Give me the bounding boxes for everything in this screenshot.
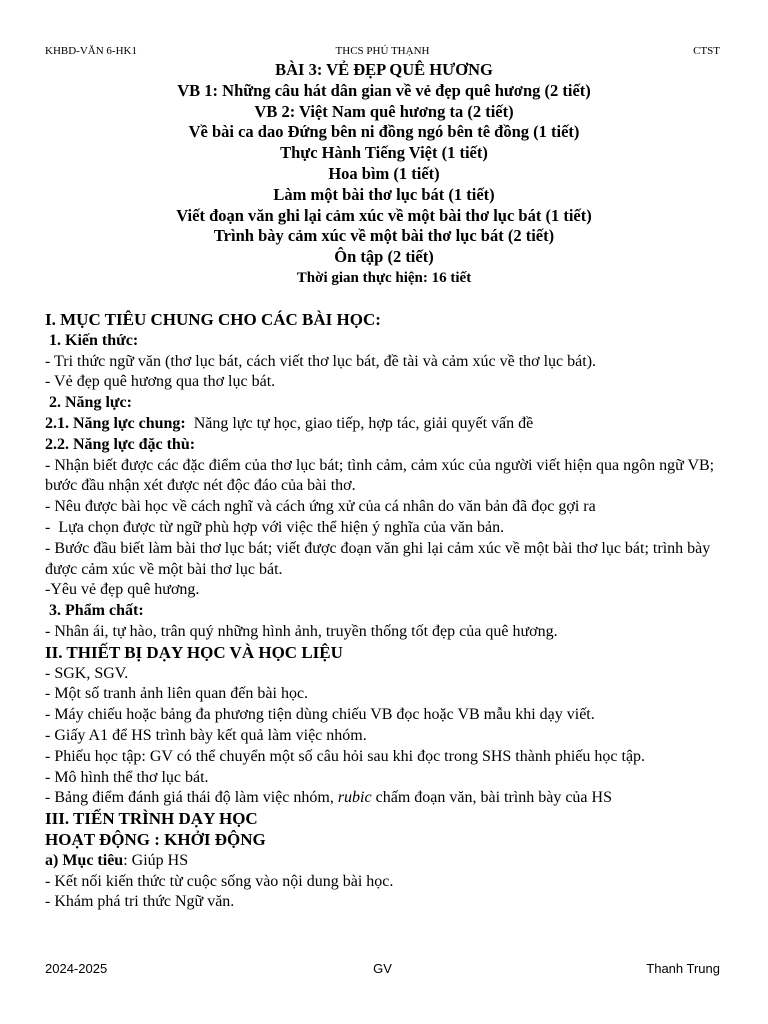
specific-item: - Lựa chọn được từ ngữ phù hợp với việc thể hiện ý nghĩa của văn bản. xyxy=(45,518,505,536)
page-footer xyxy=(45,961,720,977)
equipment-item: - Máy chiếu hoặc bảng đa phương tiện dùng chiếu VB đọc hoặc VB mẫu khi dạy viết. xyxy=(45,706,595,724)
competence-heading: 2. Năng lực: xyxy=(49,394,132,412)
general-competence-label: 2.1. Năng lực chung: xyxy=(45,414,186,432)
goal-label: a) Mục tiêu xyxy=(45,851,124,869)
equipment-item: - Một số tranh ảnh liên quan đến bài học. xyxy=(45,685,309,703)
quality-item: - Nhân ái, tự hào, trân quý những hình ảnh, truyền thống tốt đẹp của quê hương. xyxy=(45,622,558,640)
header-right: CTST xyxy=(693,45,720,57)
equipment-item: - Phiếu học tập: GV có thể chuyển một số câu hỏi sau khi đọc trong SHS thành phiếu học tập. xyxy=(45,747,646,765)
rubric-italic: rubic xyxy=(337,789,372,807)
activity-heading: HOẠT ĐỘNG : KHỞI ĐỘNG xyxy=(45,829,266,849)
document-body xyxy=(45,310,735,913)
equipment-item-rubric xyxy=(45,788,735,809)
section2-heading: II. THIẾT BỊ DẠY HỌC VÀ HỌC LIỆU xyxy=(45,642,343,662)
title-vb1: VB 1: Những câu hát dân gian về vẻ đẹp quê hương (2 tiết) xyxy=(177,80,591,100)
knowledge-item: - Tri thức ngữ văn (thơ lục bát, cách viết thơ lục bát, đề tài và cảm xúc về thơ lục bát). xyxy=(45,352,597,370)
goal-item: - Kết nối kiến thức từ cuộc sống vào nội dung bài học. xyxy=(45,872,394,890)
equipment-item: - Mô hình thể thơ lục bát. xyxy=(45,768,209,786)
footer-left: 2024-2025 xyxy=(45,961,108,976)
lesson-title: BÀI 3: VẺ ĐẸP QUÊ HƯƠNG xyxy=(275,60,493,79)
title-practice: Thực Hành Tiếng Việt (1 tiết) xyxy=(280,143,488,163)
goal-text: : Giúp HS xyxy=(123,851,189,869)
header-left: KHBD-VĂN 6-HK1 xyxy=(45,45,137,57)
specific-competence-heading: 2.2. Năng lực đặc thù: xyxy=(45,435,196,453)
title-duration: Thời gian thực hiện: 16 tiết xyxy=(296,269,472,286)
footer-center: GV xyxy=(373,961,392,976)
goal-item: - Khám phá tri thức Ngữ văn. xyxy=(45,893,235,911)
section3-heading: III. TIẾN TRÌNH DẠY HỌC xyxy=(45,809,258,829)
title-vb3: Về bài ca dao Đứng bên ni đồng ngó bên tê đồng (1 tiết) xyxy=(188,122,580,142)
title-hoabim: Hoa bìm (1 tiết) xyxy=(328,163,440,183)
goal-line xyxy=(45,851,735,872)
title-write-poem: Làm một bài thơ lục bát (1 tiết) xyxy=(273,184,495,204)
equipment-item: - SGK, SGV. xyxy=(45,664,129,682)
title-present: Trình bày cảm xúc về một bài thơ lục bát (2 tiết) xyxy=(213,226,555,246)
general-competence-text: Năng lực tự học, giao tiếp, hợp tác, giải quyết vấn đề xyxy=(185,414,534,432)
specific-item: - Nêu được bài học về cách nghĩ và cách ứng xử của cá nhân do văn bản đã đọc gợi ra xyxy=(45,498,596,516)
equipment-item: - Giấy A1 để HS trình bày kết quả làm việc nhóm. xyxy=(45,726,367,744)
title-review: Ôn tập (2 tiết) xyxy=(334,247,434,267)
header-center: THCS PHÚ THẠNH xyxy=(335,45,430,57)
rubric-text-pre: - Bảng điểm đánh giá thái độ làm việc nhóm, xyxy=(45,789,338,807)
page-header xyxy=(45,45,720,59)
title-write-paragraph: Viết đoạn văn ghi lại cảm xúc về một bài thơ lục bát (1 tiết) xyxy=(176,205,592,225)
specific-item: -Yêu vẻ đẹp quê hương. xyxy=(45,581,200,599)
lesson-title-block xyxy=(0,60,768,289)
footer-right: Thanh Trung xyxy=(646,961,720,976)
quality-heading: 3. Phẩm chất: xyxy=(49,602,144,620)
knowledge-item: - Vẻ đẹp quê hương qua thơ lục bát. xyxy=(45,373,276,391)
section1-heading: I. MỤC TIÊU CHUNG CHO CÁC BÀI HỌC: xyxy=(45,310,381,329)
specific-item: - Bước đầu biết làm bài thơ lục bát; viết được đoạn văn ghi lại cảm xúc về một bài thơ lục bát; trình bày được cảm xúc về một bài thơ lục bát. xyxy=(45,539,711,578)
title-vb2: VB 2: Việt Nam quê hương ta (2 tiết) xyxy=(254,101,514,121)
specific-item: - Nhận biết được các đặc điểm của thơ lục bát; tình cảm, cảm xúc của người viết hiện qua ngôn ngữ VB; bước đầu nhận xét được nét độc đáo của bài thơ. xyxy=(45,456,715,495)
general-competence xyxy=(45,414,735,435)
rubric-text-post: chấm đoạn văn, bài trình bày của HS xyxy=(371,789,612,807)
knowledge-heading: 1. Kiến thức: xyxy=(49,331,139,349)
